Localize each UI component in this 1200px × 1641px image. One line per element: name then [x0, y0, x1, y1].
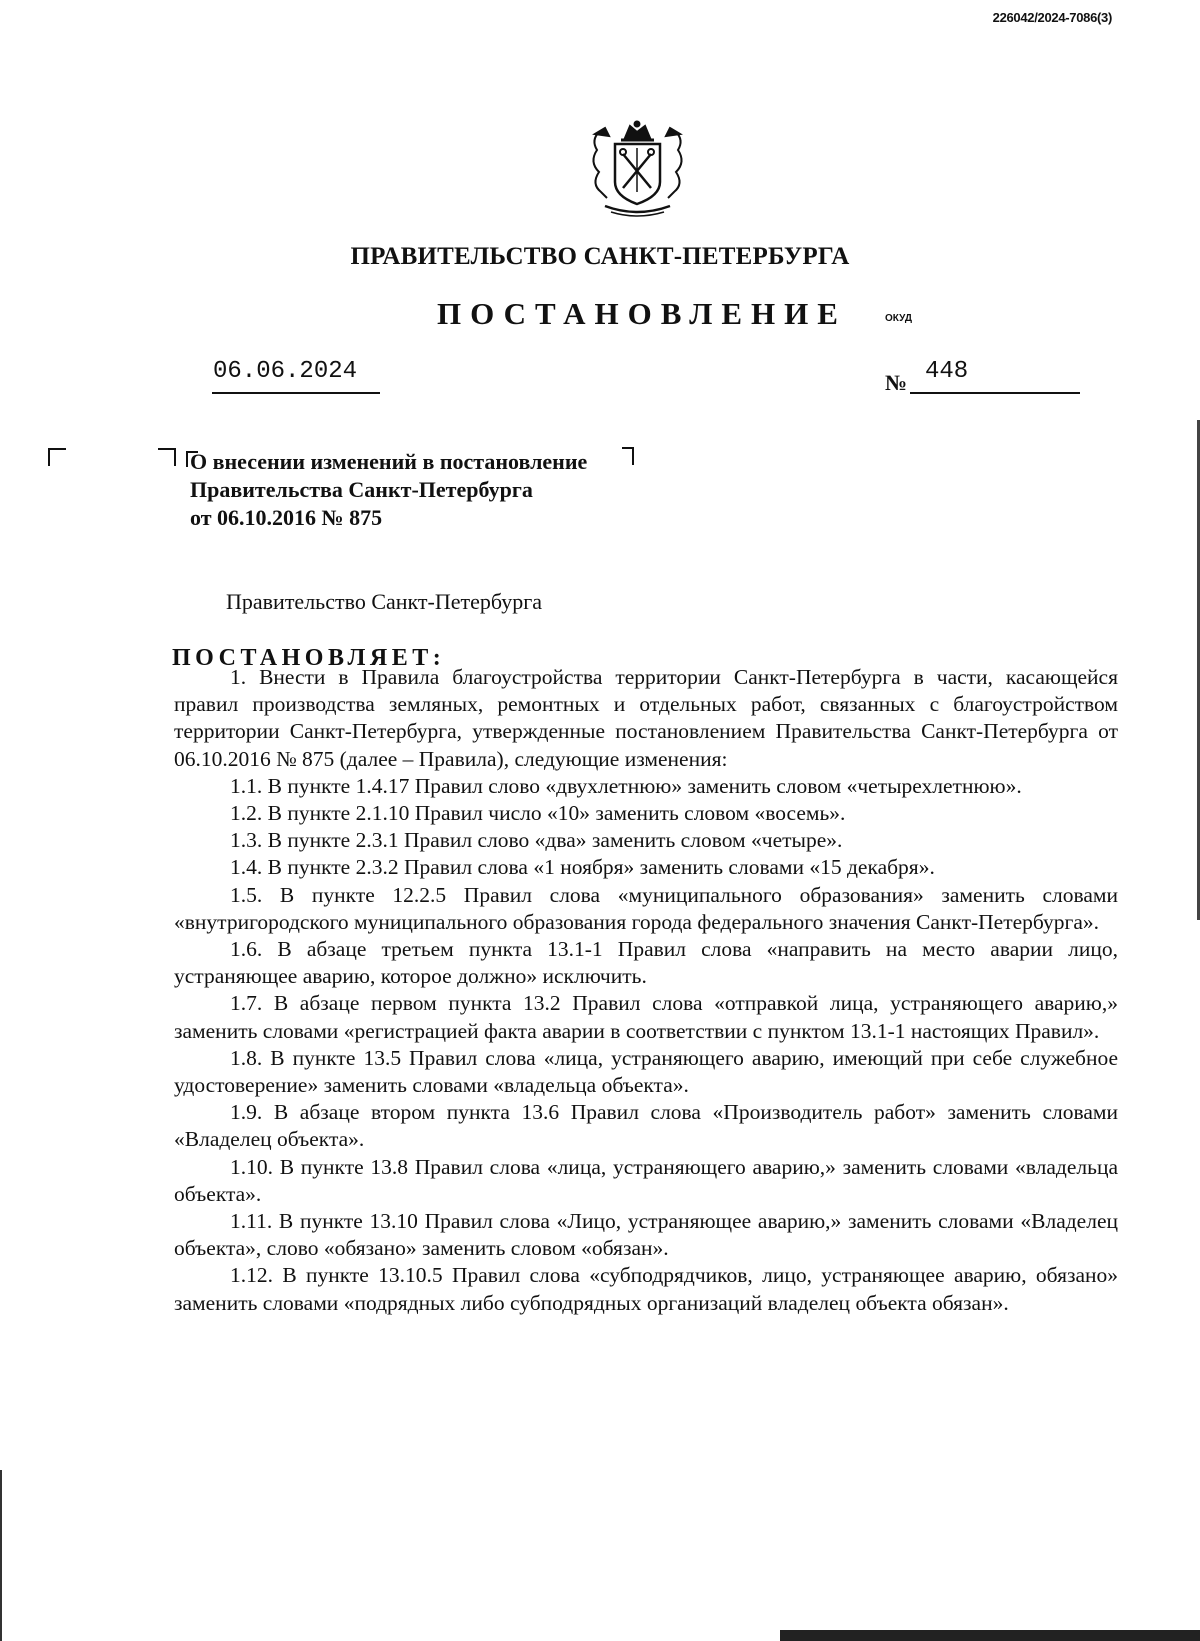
saint-petersburg-coat-of-arms-icon [585, 120, 690, 220]
document-id: 226042/2024-7086(3) [992, 10, 1112, 25]
margin-corner-mark [48, 448, 66, 466]
document-number: 448 [925, 358, 969, 385]
paragraph: 1.7. В абзаце первом пункта 13.2 Правил слова «отправкой лица, устраняющего аварию,» заменить словами «регистрацией факта аварии в соответствии с пунктом 13.1-1 настоящих Правил». [174, 991, 1118, 1043]
paragraph: 1.11. В пункте 13.10 Правил слова «Лицо, устраняющее аварию,» заменить словами «Владелец объекта», слово «обязано» заменить словом «обязан». [174, 1209, 1118, 1261]
subject-corner-mark [622, 447, 634, 465]
document-body [174, 664, 1118, 1317]
paragraph: 1.4. В пункте 2.3.2 Правил слова «1 ноября» заменить словами «15 декабря». [230, 855, 935, 880]
paragraph: 1.3. В пункте 2.3.1 Правил слово «два» заменить словом «четыре». [230, 828, 843, 853]
margin-corner-mark [158, 448, 176, 466]
government-name-heading: ПРАВИТЕЛЬСТВО САНКТ-ПЕТЕРБУРГА [350, 243, 850, 270]
document-date: 06.06.2024 [213, 358, 358, 385]
resolves-heading: ПОСТАНОВЛЯЕТ: [172, 645, 446, 671]
paragraph: 1.8. В пункте 13.5 Правил слова «лица, устраняющего аварию, имеющий при себе служебное удостоверение» заменить словами «владельца объекта». [174, 1045, 1118, 1098]
paragraph: 1.9. В абзаце втором пункта 13.6 Правил слова «Производитель работ» заменить словами «Владелец объекта». [174, 1100, 1118, 1152]
subject-line: от 06.10.2016 № 875 [190, 505, 383, 530]
date-underline [212, 392, 380, 394]
scan-edge-mark [0, 1470, 2, 1641]
okud-label: ОКУД [885, 313, 912, 324]
paragraph: 1.1. В пункте 1.4.17 Правил слово «двухлетнюю» заменить словом «четырехлетнюю». [230, 773, 1022, 798]
paragraph: 1.2. В пункте 2.1.10 Правил число «10» заменить словом «восемь». [230, 801, 846, 826]
subject-line: О внесении изменений в постановление [190, 449, 588, 474]
number-sign: № [885, 370, 908, 395]
paragraph: 1. Внести в Правила благоустройства территории Санкт-Петербурга в части, касающейся правил производства земляных, ремонтных и отдельных работ, связанных с благоустройством территории Санкт-Петербурга, утвержденные постановлением Правительства Санкт-Петербурга от 06.10.2016 № 875 (далее – Правила), следующие изменения: [174, 665, 1118, 771]
document-type-heading: ПОСТАНОВЛЕНИЕ [437, 296, 847, 331]
scan-edge-mark [780, 1630, 1200, 1641]
paragraph: 1.5. В пункте 12.2.5 Правил слова «муниципального образования» заменить словами «внутригородского муниципального образования города федерального значения Санкт-Петербурга». [174, 882, 1118, 934]
subject-line: Правительства Санкт-Петербурга [190, 477, 533, 502]
issuer-text: Правительство Санкт-Петербурга [226, 589, 543, 614]
number-underline [910, 392, 1080, 394]
paragraph: 1.10. В пункте 13.8 Правил слова «лица, устраняющего аварию,» заменить словами «владельца объекта». [174, 1154, 1118, 1206]
subject-block [190, 448, 587, 532]
paragraph: 1.12. В пункте 13.10.5 Правил слова «субподрядчиков, лицо, устраняющее аварию, обязано» заменить словами «подрядных либо субподрядных организаций владелец объекта обязан». [174, 1263, 1118, 1315]
paragraph: 1.6. В абзаце третьем пункта 13.1-1 Правил слова «направить на место аварии лицо, устраняющее аварию, которое должно» исключить. [174, 937, 1118, 989]
